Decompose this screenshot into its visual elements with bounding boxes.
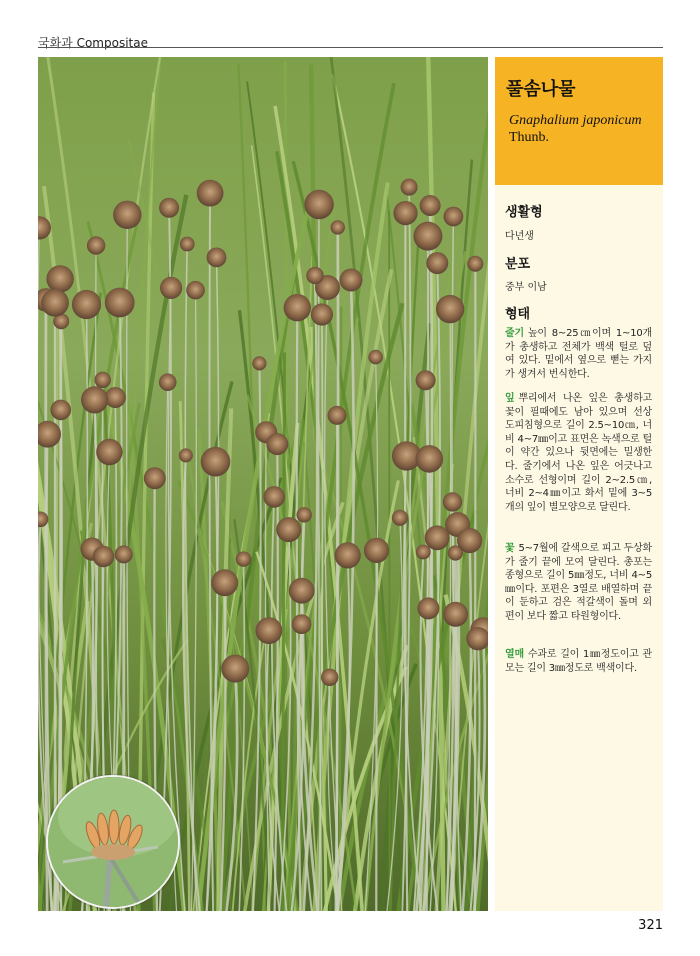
paragraph-key: 줄기	[505, 328, 524, 339]
distribution-text: 중부 이남	[505, 282, 547, 293]
paragraph-key: 열매	[505, 649, 524, 660]
morphology-paragraph-fruit	[505, 648, 652, 675]
morphology-paragraph-leaf	[505, 392, 652, 514]
page-number: 321	[638, 918, 663, 933]
life-form-heading: 생활형	[505, 205, 543, 220]
description-panel	[495, 57, 663, 911]
paragraph-key: 꽃	[505, 543, 515, 554]
paragraph-text: 5~7월에 갈색으로 피고 두상화가 줄기 끝에 모여 달린다. 총포는 종형으로 길이 5㎜정도, 너비 4~5㎜이다. 포편은 3열로 배열하며 끝이 둔하고 검은 적갈색이 돌며 외편이 보다 짧고 타원형이다.	[505, 543, 652, 622]
header-rule	[38, 47, 663, 48]
species-title-box	[495, 57, 663, 185]
scientific-binomial: Gnaphalium japonicum	[509, 113, 642, 128]
species-scientific-name	[509, 112, 642, 146]
paragraph-key: 잎	[505, 393, 515, 404]
paragraph-text: 높이 8~25㎝이며 1~10개가 총생하고 전체가 백색 털로 덮여 있다. 밑에서 옆으로 뻗는 가지가 생겨서 번식한다.	[505, 328, 652, 380]
paragraph-text: 수과로 길이 1㎜정도이고 관모는 길이 3㎜정도로 백색이다.	[505, 649, 652, 674]
header-label: 국화과 Compositae	[38, 34, 152, 51]
flower-detail-inset	[46, 775, 180, 909]
paragraph-text: 뿌리에서 나온 잎은 총생하고 꽃이 필때에도 남아 있으며 선상 도피침형으로 길이 2.5~10㎝, 너비 4~7㎜이고 표면은 녹색으로 털이 약간 있으나 뒷면에는 밀생한다. 줄기에서 나온 잎은 어긋나고 소수로 선형이며 길이 2~2.5㎝, 너비 2~4㎜이고 화서 밑에 3~5개의 잎이 별모양으로 달린다.	[505, 393, 652, 513]
species-korean-name: 풀솜나물	[506, 79, 576, 100]
morphology-heading: 형태	[505, 307, 531, 322]
morphology-paragraph-flower	[505, 542, 652, 624]
morphology-paragraph-stem	[505, 327, 652, 381]
life-form-text: 다년생	[505, 231, 534, 242]
scientific-author: Thunb.	[509, 130, 550, 145]
distribution-heading: 분포	[505, 257, 531, 272]
